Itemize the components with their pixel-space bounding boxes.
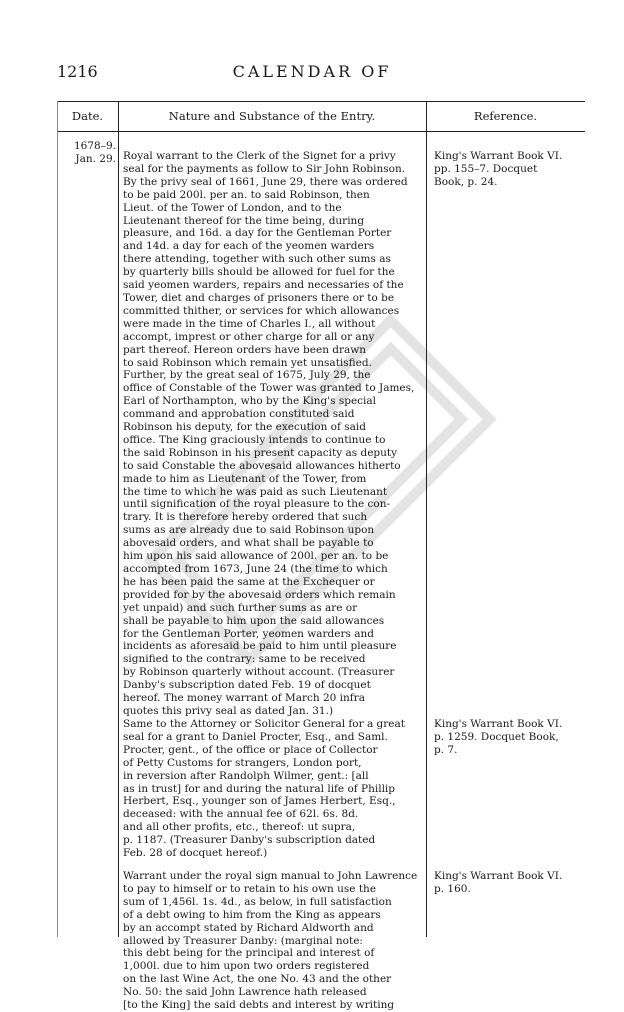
entry-2-reference: [434, 718, 574, 757]
entry-line: quotes this privy seal as dated Jan. 31.): [123, 704, 334, 717]
date-year: 1678–9.: [74, 140, 116, 152]
entry-line: sums as are already due to said Robinson upon: [123, 524, 375, 537]
entry-line: as in trust] for and during the natural life of Phillip: [123, 782, 396, 795]
entry-line: to said Constable the abovesaid allowances hitherto: [123, 459, 401, 472]
reference-line: p. 7.: [434, 743, 458, 756]
entry-3-text: [123, 870, 422, 1012]
entry-line: p. 1187. (Treasurer Danby's subscription dated: [123, 834, 376, 847]
entry-3-reference: [434, 870, 574, 896]
entry-line: he has been paid the same at the Exchequer or: [123, 575, 375, 588]
entry-line: provided for by the abovesaid orders which remain: [123, 588, 396, 601]
entry-line: trary. It is therefore hereby ordered that such: [123, 511, 368, 524]
entry-line: Warrant under the royal sign manual to John Lawrence: [123, 870, 418, 882]
entry-line: Procter, gent., of the office or place of Collector: [123, 743, 378, 756]
entry-line: Royal warrant to the Clerk of the Signet for a privy: [123, 150, 396, 162]
entry-line: were made in the time of Charles I., all without: [123, 317, 376, 330]
entry-line: office of Constable of the Tower was granted to James,: [123, 382, 415, 395]
entry-line: hereof. The money warrant of March 20 infra: [123, 692, 365, 705]
entry-line: there attending, together with such other sums as: [123, 253, 391, 266]
entry-line: for the Gentleman Porter, yeomen warders and: [123, 627, 374, 640]
entry-line: to be paid 200l. per an. to said Robinson, then: [123, 188, 370, 201]
entry-line: shall be payable to him upon the said allowances: [123, 614, 385, 627]
column-header-reference: Reference.: [473, 109, 538, 123]
page-number: 1216: [57, 62, 98, 81]
column-header-nature: Nature and Substance of the Entry.: [168, 109, 376, 123]
entry-line: office. The King graciously intends to continue to: [123, 433, 386, 446]
entry-line: to said Robinson which remain yet unsatisfied.: [123, 356, 372, 369]
entry-date: [60, 140, 116, 166]
entry-1-reference: [434, 150, 574, 189]
entry-line: Lieutenant thereof for the time being, during: [123, 214, 365, 227]
entry-line: in reversion after Randolph Wilmer, gent.: [all: [123, 769, 369, 782]
reference-line: pp. 155–7. Docquet: [434, 162, 538, 175]
entry-line: Herbert, Esq., younger son of James Herbert, Esq.,: [123, 795, 396, 808]
entry-line: this debt being for the principal and interest of: [123, 947, 375, 960]
entry-line: made to him as Lieutenant of the Tower, from: [123, 472, 367, 485]
entry-line: by Robinson quarterly without account. (Treasurer: [123, 666, 395, 679]
entry-line: to pay to himself or to retain to his own use the: [123, 882, 377, 895]
entry-line: Further, by the great seal of 1675, July 29, the: [123, 369, 371, 382]
entry-line: Earl of Northampton, who by the King's special: [123, 395, 377, 408]
reference-line: Book, p. 24.: [434, 175, 498, 188]
running-title: CALENDAR OF: [232, 62, 392, 81]
entry-line: abovesaid orders, and what shall be payable to: [123, 537, 374, 550]
entry-line: said yeomen warders, repairs and necessaries of the: [123, 279, 404, 292]
entry-line: on the last Wine Act, the one No. 43 and the other: [123, 973, 392, 986]
reference-line: p. 160.: [434, 882, 471, 895]
entry-line: by an accompt stated by Richard Aldworth and: [123, 921, 374, 934]
reference-line: p. 1259. Docquet Book,: [434, 730, 559, 743]
entry-line: yet unpaid) and such further sums as are or: [123, 601, 358, 614]
entry-line: Lieut. of the Tower of London, and to the: [123, 201, 342, 214]
column-header-date: Date.: [71, 109, 104, 123]
entry-1-text: [123, 150, 422, 718]
entry-line: Tower, diet and charges of prisoners there or to be: [123, 291, 395, 304]
entry-line: the said Robinson in his present capacity as deputy: [123, 446, 398, 459]
entry-line: seal for the payments as follow to Sir John Robinson.: [123, 162, 406, 175]
entry-line: of Petty Customs for strangers, London port,: [123, 756, 362, 769]
entry-line: part thereof. Hereon orders have been drawn: [123, 343, 367, 356]
entry-line: No. 50: the said John Lawrence hath released: [123, 986, 367, 999]
entry-line: and all other profits, etc., thereof: ut supra,: [123, 821, 356, 834]
entry-line: deceased: with the annual fee of 62l. 6s. 8d.: [123, 808, 359, 821]
entry-line: by quarterly bills should be allowed for fuel for the: [123, 266, 395, 279]
entry-line: By the privy seal of 1661, June 29, there was ordered: [123, 175, 408, 188]
entry-line: pleasure, and 16d. a day for the Gentleman Porter: [123, 227, 392, 240]
entry-line: accompted from 1673, June 24 (the time to which: [123, 563, 388, 575]
entry-line: sum of 1,456l. 1s. 4d., as below, in full satisfaction: [123, 895, 392, 908]
entry-line: command and approbation constituted said: [123, 408, 355, 421]
entry-line: Feb. 28 of docquet hereof.): [123, 847, 268, 860]
entry-line: him upon his said allowance of 200l. per an. to be: [123, 550, 389, 563]
entry-line: the time to which he was paid as such Lieutenant: [123, 485, 388, 498]
entry-line: and 14d. a day for each of the yeomen warders: [123, 240, 375, 253]
entry-line: seal for a grant to Daniel Procter, Esq., and Saml.: [123, 730, 388, 743]
entry-line: allowed by Treasurer Danby: (marginal note:: [123, 934, 363, 947]
entry-line: incidents as aforesaid be paid to him until pleasure: [123, 640, 397, 653]
entry-2-text: [123, 718, 422, 860]
reference-line: King's Warrant Book VI.: [434, 718, 563, 730]
entry-line: Danby's subscription dated Feb. 19 of docquet: [123, 679, 371, 692]
entry-line: of a debt owing to him from the King as appears: [123, 908, 381, 921]
entry-line: accompt, imprest or other charge for all or any: [123, 330, 375, 343]
entry-line: committed thither, or services for which allowances: [123, 304, 400, 317]
reference-line: King's Warrant Book VI.: [434, 150, 563, 162]
reference-line: King's Warrant Book VI.: [434, 870, 563, 882]
entry-line: signified to the contrary: same to be received: [123, 653, 366, 666]
entry-line: [to the King] the said debts and interest by writing: [123, 999, 395, 1012]
entry-line: Same to the Attorney or Solicitor General for a great: [123, 718, 405, 730]
entry-line: until signification of the royal pleasure to the con-: [123, 498, 391, 511]
entry-line: Robinson his deputy, for the execution of said: [123, 421, 366, 434]
entry-line: 1,000l. due to him upon two orders registered: [123, 960, 370, 973]
date-day: Jan. 29.: [75, 152, 116, 165]
